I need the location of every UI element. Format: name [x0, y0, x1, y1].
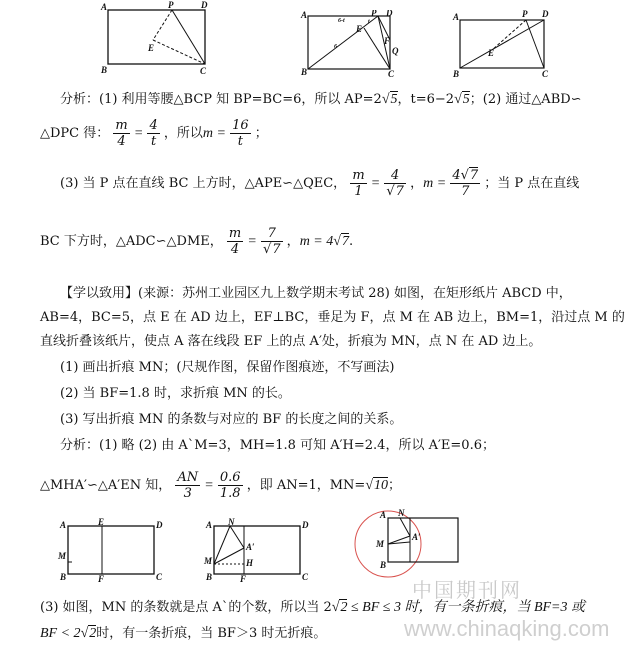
figure-fold-1 [52, 518, 172, 582]
watermark-url: www.chinaqking.com [404, 616, 610, 641]
question-3: (3) 写出折痕 MN 的条数与对应的 BF 的长度之间的关系。 [60, 412, 403, 427]
svg-text:B: B [206, 572, 213, 582]
svg-text:N: N [398, 508, 405, 518]
svg-text:B: B [301, 67, 308, 77]
svg-text:H: H [246, 558, 254, 568]
fraction-m-over-4: $\frac{m}{4}$ [115, 118, 128, 149]
svg-text:A: A [453, 12, 460, 22]
svg-text:C: C [156, 572, 163, 582]
svg-text:D: D [302, 520, 309, 530]
svg-text:D: D [542, 10, 549, 19]
svg-text:A′: A′ [246, 542, 255, 552]
svg-text:E: E [488, 48, 495, 58]
svg-text:D: D [386, 10, 393, 18]
svg-text:A: A [380, 510, 387, 520]
svg-text:C: C [388, 69, 395, 79]
svg-text:C: C [302, 572, 309, 582]
problem-line-1: 【学以致用】(来源：苏州工业园区九上数学期末考试 28) 如图，在矩形纸片 ABCD 中， [60, 286, 572, 301]
figure-rectangle-3 [450, 10, 560, 80]
svg-text:B: B [60, 572, 67, 582]
analysis-line-1: 分析：(1) 利用等腰△BCP 知 BP=BC=6，所以 AP=2√5，t=6−2√5；(2) 通过△ABD∽ [60, 92, 582, 107]
watermark-cn: 中国期刊网 [412, 580, 522, 602]
svg-text:6-t: 6-t [338, 18, 345, 24]
conclusion-line-1: (3) 如图，MN 的条数就是点 A`的个数，所以当 2√2 ≤ BF ≤ 3 时，有一条折痕，当 BF=3 或 [40, 600, 586, 615]
svg-text:A: A [60, 520, 67, 530]
svg-text:B: B [101, 65, 108, 75]
svg-text:D: D [156, 520, 163, 530]
figure-rectangle-2 [298, 10, 408, 80]
analysis-line-2: △DPC 得： $\frac{m}{4}$ = $\frac{4}{t}$ ，所以m = $\frac{16}{t}$ ； [40, 118, 268, 149]
svg-text:M: M [204, 556, 213, 566]
svg-text:A′: A′ [412, 532, 421, 542]
problem-line-2: AB=4，BC=5，点 E 在 AD 边上，EF⊥BC，垂足为 F，点 M 在 AB 边上，BM=1，沿过点 M 的 [40, 310, 625, 325]
answer-line-1: 分析：(1) 略 (2) 由 A`M=3，MH=1.8 可知 A′H=2.4，所以 A′E=0.6； [60, 438, 495, 453]
svg-text:Q: Q [392, 46, 399, 56]
svg-text:E: E [148, 43, 155, 53]
svg-text:C: C [200, 66, 207, 76]
conclusion-line-2: BF < 2√2时，有一条折痕，当 BF＞3 时无折痕。 [40, 626, 327, 641]
svg-text:B: B [453, 69, 460, 79]
svg-text:D: D [201, 0, 208, 10]
svg-text:6: 6 [334, 44, 337, 50]
svg-text:P: P [371, 10, 377, 18]
svg-text:t: t [368, 19, 370, 25]
analysis-line-3: (3) 当 P 点在直线 BC 上方时，△APE∽△QEC， $\frac{m}{1}$ = $\frac{4}{√7}$ ，m = $\frac{4√7}{7}$ ；当 P 点在直线 [60, 168, 580, 199]
problem-line-3: 直线折叠该纸片，使点 A 落在线段 EF 上的点 A′处，折痕为 MN，点 N 在 AD 边上。 [40, 334, 542, 349]
svg-text:P: P [168, 0, 174, 10]
svg-text:B: B [380, 560, 387, 570]
figure-fold-2 [200, 518, 310, 582]
svg-text:M: M [376, 539, 385, 549]
svg-text:F: F [98, 574, 105, 582]
svg-text:E: E [356, 24, 363, 34]
svg-text:P: P [522, 10, 528, 19]
question-2: (2) 当 BF=1.8 时，求折痕 MN 的长。 [60, 386, 291, 401]
svg-text:E: E [98, 518, 105, 527]
svg-text:M: M [58, 551, 67, 561]
svg-text:F: F [240, 574, 247, 582]
fraction-4-over-t: $\frac{4}{t}$ [149, 118, 158, 149]
figure-rectangle-1 [98, 0, 218, 80]
svg-text:F: F [384, 36, 391, 46]
analysis-line-4: BC 下方时，△ADC∽△DME， $\frac{m}{4}$ = $\frac{7}{√7}$ ，m = 4√7. [40, 226, 354, 257]
svg-text:A: A [206, 520, 213, 530]
svg-text:A: A [301, 10, 308, 20]
svg-text:N: N [228, 518, 235, 527]
question-1: (1) 画出折痕 MN；(尺规作图，保留作图痕迹，不写画法) [60, 360, 395, 375]
answer-line-2: △MHA′∽△A′EN 知， $\frac{AN}{3}$ = $\frac{0.6}{1.8}$ ，即 AN=1，MN=√10； [40, 470, 402, 501]
svg-text:C: C [542, 69, 549, 79]
fraction-16-over-t: $\frac{16}{t}$ [232, 118, 249, 149]
svg-text:A: A [101, 2, 108, 12]
